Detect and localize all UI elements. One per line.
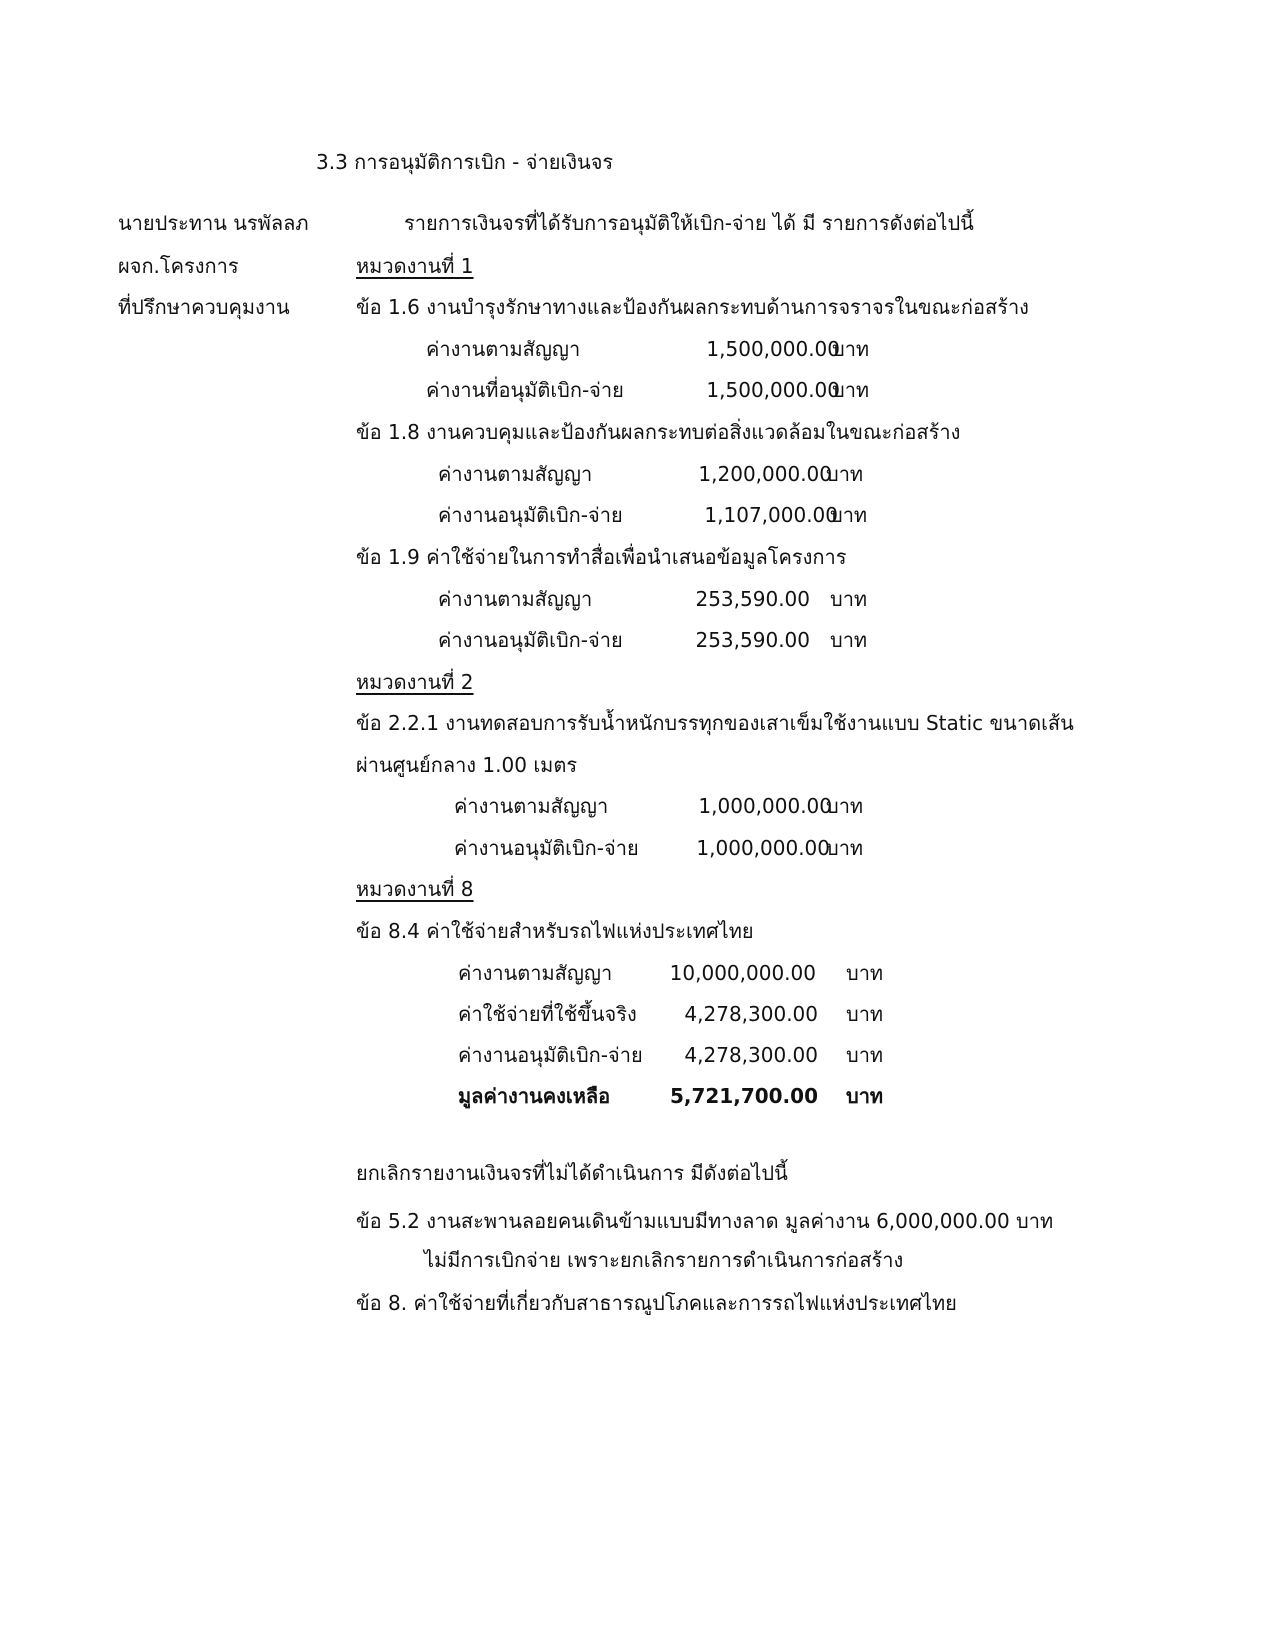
item-2-2-1-row-2-amount: 1,000,000.00 — [696, 836, 830, 860]
category-8-heading: หมวดงานที่ 8 — [356, 877, 474, 901]
intro-text: รายการเงินจรที่ได้รับการอนุมัติให้เบิก-จ่าย ได้ มี รายการดังต่อไปนี้ — [404, 211, 974, 235]
item-8-4-row-1-unit: บาท — [846, 961, 884, 985]
cancelled-item-5-2-line-2: ไม่มีการเบิกจ่าย เพราะยกเลิกรายการดำเนินการก่อสร้าง — [424, 1248, 904, 1272]
item-1-9-row-2-unit: บาท — [830, 628, 868, 652]
cancelled-item-8: ข้อ 8. ค่าใช้จ่ายที่เกี่ยวกับสาธารณูปโภคและการรถไฟแห่งประเทศไทย — [356, 1291, 957, 1315]
item-1-9-row-1-unit: บาท — [830, 587, 868, 611]
item-2-2-1-row-1-label: ค่างานตามสัญญา — [454, 794, 609, 818]
item-8-4-row-2-unit: บาท — [846, 1002, 884, 1026]
item-1-6-row-2-label: ค่างานที่อนุมัติเบิก-จ่าย — [426, 378, 624, 402]
signatory-name: นายประทาน นรพัลลภ — [118, 211, 309, 235]
item-2-2-1-title-line-1: ข้อ 2.2.1 งานทดสอบการรับน้ำหนักบรรทุกของเสาเข็มใช้งานแบบ Static ขนาดเส้น — [356, 711, 1074, 735]
item-2-2-1-row-1-amount: 1,000,000.00 — [698, 794, 832, 818]
item-1-8-row-1-label: ค่างานตามสัญญา — [438, 462, 593, 486]
cancelled-intro: ยกเลิกรายงานเงินจรที่ไม่ได้ดำเนินการ มีดังต่อไปนี้ — [356, 1161, 788, 1185]
item-2-2-1-row-2-unit: บาท — [826, 836, 864, 860]
item-8-4-title: ข้อ 8.4 ค่าใช้จ่ายสำหรับรถไฟแห่งประเทศไทย — [356, 919, 754, 943]
item-8-4-row-1-amount: 10,000,000.00 — [669, 961, 816, 985]
signatory-position: ผจก.โครงการ — [118, 254, 239, 278]
item-1-9-row-2-amount: 253,590.00 — [695, 628, 810, 652]
item-1-9-row-1-amount: 253,590.00 — [695, 587, 810, 611]
item-1-6-row-2-unit: บาท — [832, 378, 870, 402]
item-1-8-row-2-label: ค่างานอนุมัติเบิก-จ่าย — [438, 503, 623, 527]
item-1-9-title: ข้อ 1.9 ค่าใช้จ่ายในการทำสื่อเพื่อนำเสนอข้อมูลโครงการ — [356, 545, 847, 569]
category-1-heading: หมวดงานที่ 1 — [356, 254, 474, 278]
item-1-6-row-1-unit: บาท — [832, 337, 870, 361]
item-1-8-title: ข้อ 1.8 งานควบคุมและป้องกันผลกระทบต่อสิ่งแวดล้อมในขณะก่อสร้าง — [356, 420, 961, 444]
item-1-8-row-2-amount: 1,107,000.00 — [704, 503, 838, 527]
item-1-6-row-1-amount: 1,500,000.00 — [706, 337, 840, 361]
item-1-8-row-1-unit: บาท — [826, 462, 864, 486]
cancelled-item-5-2-line-1: ข้อ 5.2 งานสะพานลอยคนเดินข้ามแบบมีทางลาด มูลค่างาน 6,000,000.00 บาท — [356, 1209, 1054, 1233]
item-8-4-row-4-label: มูลค่างานคงเหลือ — [458, 1084, 611, 1108]
item-8-4-row-2-amount: 4,278,300.00 — [684, 1002, 818, 1026]
item-8-4-row-3-amount: 4,278,300.00 — [684, 1043, 818, 1067]
item-2-2-1-row-2-label: ค่างานอนุมัติเบิก-จ่าย — [454, 836, 639, 860]
section-heading: 3.3 การอนุมัติการเบิก - จ่ายเงินจร — [316, 150, 614, 174]
item-1-6-row-1-label: ค่างานตามสัญญา — [426, 337, 581, 361]
item-1-9-row-1-label: ค่างานตามสัญญา — [438, 587, 593, 611]
item-8-4-row-4-unit: บาท — [846, 1084, 884, 1108]
item-8-4-row-3-unit: บาท — [846, 1043, 884, 1067]
item-1-6-row-2-amount: 1,500,000.00 — [706, 378, 840, 402]
item-8-4-row-4-amount: 5,721,700.00 — [669, 1084, 818, 1108]
item-8-4-row-3-label: ค่างานอนุมัติเบิก-จ่าย — [458, 1043, 643, 1067]
category-2-heading: หมวดงานที่ 2 — [356, 670, 474, 694]
item-2-2-1-row-1-unit: บาท — [826, 794, 864, 818]
item-8-4-row-1-label: ค่างานตามสัญญา — [458, 961, 613, 985]
item-1-8-row-1-amount: 1,200,000.00 — [698, 462, 832, 486]
item-8-4-row-2-label: ค่าใช้จ่ายที่ใช้ขึ้นจริง — [458, 1002, 637, 1026]
item-1-8-row-2-unit: บาท — [830, 503, 868, 527]
item-1-6-title: ข้อ 1.6 งานบำรุงรักษาทางและป้องกันผลกระทบด้านการจราจรในขณะก่อสร้าง — [356, 295, 1029, 319]
signatory-organization: ที่ปรึกษาควบคุมงาน — [118, 295, 290, 319]
item-1-9-row-2-label: ค่างานอนุมัติเบิก-จ่าย — [438, 628, 623, 652]
item-2-2-1-title-line-2: ผ่านศูนย์กลาง 1.00 เมตร — [356, 753, 578, 777]
